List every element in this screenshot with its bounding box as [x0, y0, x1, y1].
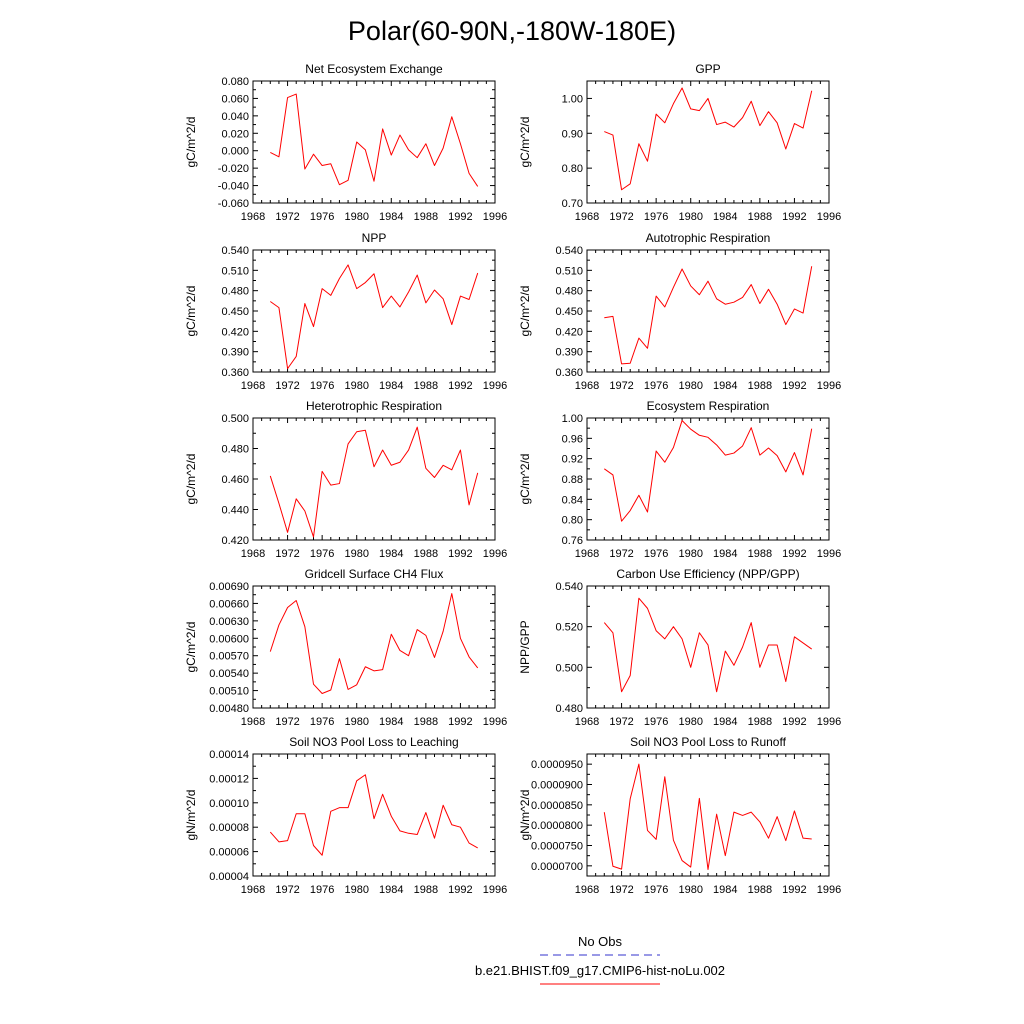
- series-line-0: [604, 598, 811, 692]
- x-tick-label: 1992: [448, 884, 473, 896]
- panel-title: Autotrophic Respiration: [645, 231, 771, 245]
- y-tick-label: 0.540: [221, 245, 249, 257]
- y-tick-label: 0.510: [555, 265, 583, 278]
- x-tick-label: 1976: [643, 884, 669, 896]
- y-tick-label: 0.00510: [209, 685, 249, 698]
- panel-6: [184, 567, 507, 728]
- x-tick-label: 1992: [782, 716, 807, 728]
- x-tick-label: 1972: [609, 380, 634, 392]
- x-tick-label: 1988: [413, 716, 439, 728]
- legend: [475, 934, 725, 984]
- x-tick-label: 1996: [816, 884, 842, 896]
- plot-frame: [253, 81, 495, 203]
- x-tick-label: 1980: [678, 884, 703, 896]
- y-axis-label: gC/m^2/d: [184, 116, 198, 168]
- x-tick-label: 1984: [379, 884, 404, 896]
- panel-1: [518, 62, 841, 223]
- y-tick-label: 0.540: [555, 245, 583, 257]
- x-tick-label: 1972: [275, 380, 300, 392]
- y-axis-label: gC/m^2/d: [184, 285, 198, 337]
- x-tick-label: 1972: [275, 716, 300, 728]
- y-axis-label: gC/m^2/d: [518, 453, 532, 505]
- x-tick-label: 1996: [482, 380, 508, 392]
- x-tick-label: 1980: [678, 716, 703, 728]
- x-tick-label: 1968: [240, 716, 266, 728]
- y-tick-label: 0.0000800: [531, 820, 583, 833]
- y-tick-label: 0.0000750: [531, 840, 583, 853]
- plot-frame: [587, 250, 829, 372]
- x-tick-label: 1976: [309, 380, 335, 392]
- panel-title: NPP: [361, 231, 387, 245]
- y-tick-label: -0.040: [217, 180, 249, 193]
- x-tick-label: 1988: [413, 380, 439, 392]
- x-tick-label: 1980: [344, 716, 369, 728]
- x-tick-label: 1984: [713, 884, 738, 896]
- y-tick-label: 0.360: [555, 367, 583, 379]
- y-tick-label: 0.90: [561, 128, 583, 141]
- x-tick-label: 1968: [240, 548, 266, 560]
- y-tick-label: 0.360: [221, 367, 249, 379]
- y-tick-label: 0.96: [561, 433, 583, 446]
- x-tick-label: 1988: [413, 884, 439, 896]
- panel-title: GPP: [695, 62, 721, 76]
- x-tick-label: 1980: [678, 211, 703, 223]
- x-tick-label: 1984: [379, 716, 404, 728]
- y-tick-label: 0.76: [561, 535, 583, 547]
- y-tick-label: 0.080: [221, 76, 249, 88]
- x-tick-label: 1992: [448, 548, 473, 560]
- x-tick-label: 1996: [482, 716, 508, 728]
- y-tick-label: 0.00630: [209, 615, 249, 628]
- x-tick-label: 1984: [713, 211, 738, 223]
- plot-frame: [253, 586, 495, 708]
- series-line-0: [270, 427, 477, 537]
- x-tick-label: 1968: [240, 884, 266, 896]
- x-tick-label: 1992: [782, 548, 807, 560]
- x-tick-label: 1988: [747, 716, 773, 728]
- y-tick-label: 0.0000700: [531, 860, 583, 873]
- series-line-0: [270, 265, 477, 369]
- plot-frame: [253, 250, 495, 372]
- y-tick-label: 0.460: [221, 474, 249, 486]
- x-tick-label: 1980: [344, 380, 369, 392]
- panel-title: Soil NO3 Pool Loss to Leaching: [289, 735, 459, 749]
- y-axis-label: gN/m^2/d: [518, 789, 532, 841]
- x-tick-label: 1992: [782, 380, 807, 392]
- y-tick-label: 0.500: [221, 413, 249, 425]
- y-tick-label: 0.00660: [209, 598, 249, 611]
- x-tick-label: 1996: [816, 548, 842, 560]
- y-tick-label: 0.00004: [209, 871, 249, 883]
- panel-8: [184, 735, 507, 896]
- y-tick-label: 1.00: [561, 413, 583, 425]
- y-tick-label: 0.80: [561, 514, 583, 527]
- x-tick-label: 1976: [309, 884, 335, 896]
- x-tick-label: 1984: [713, 716, 738, 728]
- x-tick-label: 1992: [448, 716, 473, 728]
- panel-2: [184, 231, 507, 392]
- series-line-0: [270, 775, 477, 856]
- panel-title: Heterotrophic Respiration: [305, 399, 443, 413]
- y-tick-label: 0.040: [221, 110, 249, 123]
- y-tick-label: 0.00012: [209, 773, 249, 786]
- panel-title: Net Ecosystem Exchange: [305, 62, 443, 76]
- panel-title: Carbon Use Efficiency (NPP/GPP): [616, 567, 800, 581]
- y-axis-label: gC/m^2/d: [184, 621, 198, 673]
- y-tick-label: 0.0000900: [531, 779, 583, 792]
- y-tick-label: 0.420: [555, 326, 583, 339]
- legend-label-no-obs: No Obs: [577, 934, 623, 949]
- x-tick-label: 1996: [816, 716, 842, 728]
- y-tick-label: 0.00010: [209, 797, 249, 810]
- y-tick-label: 0.480: [555, 285, 583, 298]
- x-tick-label: 1976: [643, 380, 669, 392]
- panel-title: Ecosystem Respiration: [646, 399, 770, 413]
- x-tick-label: 1992: [782, 211, 807, 223]
- x-tick-label: 1988: [747, 884, 773, 896]
- y-tick-label: 0.00014: [209, 749, 249, 761]
- x-tick-label: 1976: [309, 716, 335, 728]
- x-tick-label: 1984: [713, 548, 738, 560]
- x-tick-label: 1988: [413, 211, 439, 223]
- x-tick-label: 1988: [747, 211, 773, 223]
- y-axis-label: gC/m^2/d: [518, 116, 532, 168]
- x-tick-label: 1988: [747, 380, 773, 392]
- series-line-0: [270, 94, 477, 186]
- x-tick-label: 1976: [643, 716, 669, 728]
- x-tick-label: 1996: [816, 380, 842, 392]
- y-tick-label: 0.540: [555, 581, 583, 593]
- y-axis-label: NPP/GPP: [518, 620, 532, 674]
- y-tick-label: 0.480: [555, 703, 583, 715]
- y-tick-label: -0.020: [217, 163, 249, 176]
- x-tick-label: 1980: [344, 211, 369, 223]
- x-tick-label: 1968: [574, 380, 600, 392]
- y-tick-label: 0.480: [221, 443, 249, 456]
- x-tick-label: 1992: [448, 211, 473, 223]
- y-tick-label: 0.480: [221, 285, 249, 298]
- x-tick-label: 1972: [609, 716, 634, 728]
- y-axis-label: gC/m^2/d: [184, 453, 198, 505]
- y-tick-label: 0.0000950: [531, 759, 583, 772]
- series-line-0: [604, 764, 811, 869]
- y-tick-label: 0.020: [221, 128, 249, 141]
- y-axis-label: gC/m^2/d: [518, 285, 532, 337]
- y-tick-label: 0.88: [561, 474, 583, 486]
- y-tick-label: 0.00008: [209, 822, 249, 835]
- y-tick-label: 0.000: [221, 145, 249, 158]
- x-tick-label: 1972: [275, 211, 300, 223]
- y-tick-label: 0.00600: [209, 633, 249, 646]
- y-tick-label: 0.390: [221, 346, 249, 359]
- y-tick-label: -0.060: [217, 198, 249, 210]
- y-tick-label: 0.420: [221, 535, 249, 547]
- x-tick-label: 1996: [482, 884, 508, 896]
- x-tick-label: 1980: [344, 548, 369, 560]
- x-tick-label: 1972: [609, 548, 634, 560]
- x-tick-label: 1976: [643, 211, 669, 223]
- x-tick-label: 1984: [379, 548, 404, 560]
- y-tick-label: 0.060: [221, 93, 249, 106]
- y-tick-label: 0.390: [555, 346, 583, 359]
- x-tick-label: 1972: [609, 211, 634, 223]
- x-tick-label: 1988: [413, 548, 439, 560]
- y-tick-label: 0.440: [221, 504, 249, 517]
- panels: [184, 62, 841, 896]
- x-tick-label: 1996: [816, 211, 842, 223]
- y-tick-label: 0.510: [221, 265, 249, 278]
- x-tick-label: 1976: [309, 211, 335, 223]
- y-tick-label: 0.00570: [209, 650, 249, 663]
- plot-frame: [587, 418, 829, 540]
- x-tick-label: 1980: [678, 380, 703, 392]
- x-tick-label: 1976: [309, 548, 335, 560]
- panel-9: [518, 735, 841, 896]
- series-line-0: [604, 266, 811, 364]
- panel-7: [518, 567, 841, 728]
- panel-title: Soil NO3 Pool Loss to Runoff: [630, 735, 786, 749]
- y-tick-label: 0.450: [221, 306, 249, 318]
- y-tick-label: 0.00480: [209, 703, 249, 715]
- x-tick-label: 1992: [782, 884, 807, 896]
- series-line-0: [270, 594, 477, 694]
- panel-title: Gridcell Surface CH4 Flux: [304, 567, 444, 581]
- x-tick-label: 1968: [574, 884, 600, 896]
- figure-title: Polar(60-90N,-180W-180E): [347, 16, 677, 46]
- x-tick-label: 1972: [275, 884, 300, 896]
- y-tick-label: 0.00540: [209, 668, 249, 681]
- x-tick-label: 1968: [240, 211, 266, 223]
- y-tick-label: 0.0000850: [531, 799, 583, 812]
- legend-label-model-run: b.e21.BHIST.f09_g17.CMIP6-hist-noLu.002: [474, 963, 726, 978]
- y-tick-label: 0.520: [555, 621, 583, 634]
- y-axis-label: gN/m^2/d: [184, 789, 198, 841]
- y-tick-label: 0.00690: [209, 581, 249, 593]
- x-tick-label: 1968: [574, 211, 600, 223]
- x-tick-label: 1984: [379, 380, 404, 392]
- y-tick-label: 0.450: [555, 306, 583, 318]
- y-tick-label: 0.80: [561, 163, 583, 176]
- plot-frame: [253, 754, 495, 876]
- panel-4: [184, 399, 507, 560]
- y-tick-label: 0.00006: [209, 846, 249, 859]
- y-tick-label: 0.420: [221, 326, 249, 339]
- panel-0: [184, 62, 507, 223]
- x-tick-label: 1972: [609, 884, 634, 896]
- x-tick-label: 1968: [574, 716, 600, 728]
- x-tick-label: 1984: [379, 211, 404, 223]
- y-tick-label: 0.500: [555, 662, 583, 675]
- y-tick-label: 1.00: [561, 93, 583, 106]
- y-tick-label: 0.92: [561, 453, 583, 466]
- x-tick-label: 1980: [678, 548, 703, 560]
- y-tick-label: 0.84: [561, 494, 583, 507]
- panel-5: [518, 399, 841, 560]
- panel-3: [518, 231, 841, 392]
- x-tick-label: 1968: [240, 380, 266, 392]
- x-tick-label: 1984: [713, 380, 738, 392]
- x-tick-label: 1972: [275, 548, 300, 560]
- x-tick-label: 1980: [344, 884, 369, 896]
- y-tick-label: 0.70: [561, 198, 583, 210]
- x-tick-label: 1992: [448, 380, 473, 392]
- plot-frame: [253, 418, 495, 540]
- x-tick-label: 1988: [747, 548, 773, 560]
- series-line-0: [604, 421, 811, 522]
- x-tick-label: 1996: [482, 548, 508, 560]
- series-line-0: [604, 88, 811, 190]
- x-tick-label: 1968: [574, 548, 600, 560]
- x-tick-label: 1996: [482, 211, 508, 223]
- x-tick-label: 1976: [643, 548, 669, 560]
